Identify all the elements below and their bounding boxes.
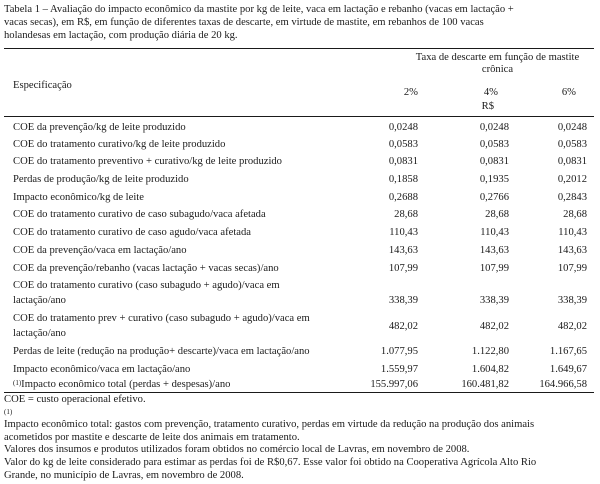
- header-col-4pct: 4%: [483, 87, 498, 98]
- row-label: COE do tratamento preventivo + curativo/kg de leite produzido: [13, 156, 282, 167]
- row-label-text: Impacto econômico total (perdas + despesas)/ano: [21, 379, 231, 390]
- cell-4pct: 338,39: [479, 295, 509, 306]
- header-especificacao: Especificação: [13, 80, 72, 91]
- footnote-2: Valores dos insumos e produtos utilizados foram obtidos no comércio local de Lavras, em novembro de 2008.: [4, 444, 470, 456]
- cell-6pct: 107,99: [557, 263, 587, 274]
- cell-6pct: 0,0248: [557, 122, 587, 133]
- row-label: COE da prevenção/vaca em lactação/ano: [13, 245, 187, 256]
- cell-4pct: 110,43: [480, 227, 509, 238]
- cell-6pct: 28,68: [563, 209, 587, 220]
- cell-2pct: 0,0248: [388, 122, 418, 133]
- cell-6pct: 164.966,58: [539, 379, 587, 390]
- row-label: Impacto econômico/kg de leite: [13, 192, 144, 203]
- row-label-line: lactação/ano: [13, 328, 66, 339]
- row-label: COE do tratamento curativo de caso agudo/vaca afetada: [13, 227, 251, 238]
- cell-4pct: 482,02: [479, 321, 509, 332]
- row-label: [13, 378, 393, 391]
- row-label: Perdas de leite (redução na produção+ descarte)/vaca em lactação/ano: [13, 346, 310, 357]
- cell-2pct: 143,63: [388, 245, 418, 256]
- cell-2pct: 1.559,97: [380, 364, 418, 375]
- footnote-marker: (1): [4, 407, 13, 416]
- row-label-line: lactação/ano: [13, 295, 66, 306]
- footnote-marker: (1): [13, 379, 22, 387]
- cell-6pct: 143,63: [557, 245, 587, 256]
- cell-4pct: 143,63: [479, 245, 509, 256]
- row-label-line: COE do tratamento curativo (caso subagudo + agudo)/vaca em: [13, 280, 280, 291]
- cell-6pct: 0,2012: [557, 174, 587, 185]
- cell-4pct: 107,99: [479, 263, 509, 274]
- table-caption: [4, 3, 596, 42]
- cell-6pct: 1.167,65: [549, 346, 587, 357]
- cell-2pct: 107,99: [388, 263, 418, 274]
- header-col-2pct: 2%: [403, 87, 418, 98]
- row-label: COE da prevenção/kg de leite produzido: [13, 122, 186, 133]
- cell-2pct: 110,43: [389, 227, 418, 238]
- cell-6pct: 110,43: [558, 227, 587, 238]
- cell-4pct: 0,0831: [479, 156, 509, 167]
- cell-6pct: 0,2843: [557, 192, 587, 203]
- cell-2pct: 482,02: [388, 321, 418, 332]
- row-label: COE do tratamento curativo de caso subagudo/vaca afetada: [13, 209, 266, 220]
- footnote-3: Valor do kg de leite considerado para estimar as perdas foi de R$0,67. Esse valor foi obtido na Cooperativa Agrícola Alto Rio: [4, 456, 537, 468]
- caption-line: vacas secas), em R$, em função de diferentes taxas de descarte, em virtude de mastite, em rebanhos de 100 vacas: [4, 17, 484, 28]
- cell-2pct: 0,1858: [388, 174, 418, 185]
- cell-2pct: 28,68: [394, 209, 418, 220]
- cell-4pct: 0,2766: [479, 192, 509, 203]
- top-rule: [4, 48, 594, 49]
- cell-4pct: 1.122,80: [471, 346, 509, 357]
- cell-2pct: 0,2688: [388, 192, 418, 203]
- cell-4pct: 28,68: [485, 209, 509, 220]
- header-col-6pct: 6%: [561, 87, 576, 98]
- header-group-line: Taxa de descarte em função de mastite: [415, 52, 580, 63]
- header-group-label: [395, 52, 600, 76]
- row-label: [13, 312, 393, 340]
- row-label: [13, 279, 393, 307]
- cell-4pct: 0,0583: [479, 139, 509, 150]
- table-footnotes: [4, 394, 596, 482]
- cell-2pct: 0,0583: [388, 139, 418, 150]
- cell-4pct: 1.604,82: [471, 364, 509, 375]
- header-group-line: crônica: [481, 64, 514, 75]
- caption-line: holandesas em lactação, com produção diária de 20 kg.: [4, 30, 238, 41]
- cell-6pct: 338,39: [557, 295, 587, 306]
- header-unit: R$: [481, 101, 494, 112]
- footnote-1: [4, 407, 596, 432]
- footnote-3-cont: Grande, no município de Lavras, em novembro de 2008.: [4, 469, 244, 481]
- cell-2pct: 155.997,06: [370, 379, 418, 390]
- cell-6pct: 0,0583: [557, 139, 587, 150]
- cell-6pct: 1.649,67: [549, 364, 587, 375]
- cell-4pct: 0,1935: [479, 174, 509, 185]
- row-label: COE do tratamento curativo/kg de leite produzido: [13, 139, 226, 150]
- cell-4pct: 0,0248: [479, 122, 509, 133]
- cell-2pct: 338,39: [388, 295, 418, 306]
- cell-6pct: 482,02: [557, 321, 587, 332]
- header-rule: [4, 116, 594, 117]
- cell-6pct: 0,0831: [557, 156, 587, 167]
- row-label: Impacto econômico/vaca em lactação/ano: [13, 364, 191, 375]
- footnote-1-cont: acometidos por mastite e descarte de leite dos animais em tratamento.: [4, 431, 300, 443]
- row-label: Perdas de produção/kg de leite produzido: [13, 174, 189, 185]
- row-label-line: COE do tratamento prev + curativo (caso subagudo + agudo)/vaca em: [13, 313, 310, 324]
- footnote-coe: COE = custo operacional efetivo.: [4, 394, 146, 405]
- cell-2pct: 0,0831: [388, 156, 418, 167]
- footnote-text: Impacto econômico total: gastos com prevenção, tratamento curativo, perdas em virtude da redução na produção dos animais: [4, 419, 535, 431]
- row-label: COE da prevenção/rebanho (vacas lactação + vacas secas)/ano: [13, 263, 279, 274]
- caption-line: Tabela 1 – Avaliação do impacto econômico da mastite por kg de leite, vaca em lactação e rebanho (vacas em lactação +: [4, 4, 514, 15]
- bottom-rule: [4, 392, 594, 393]
- cell-4pct: 160.481,82: [461, 379, 509, 390]
- cell-2pct: 1.077,95: [380, 346, 418, 357]
